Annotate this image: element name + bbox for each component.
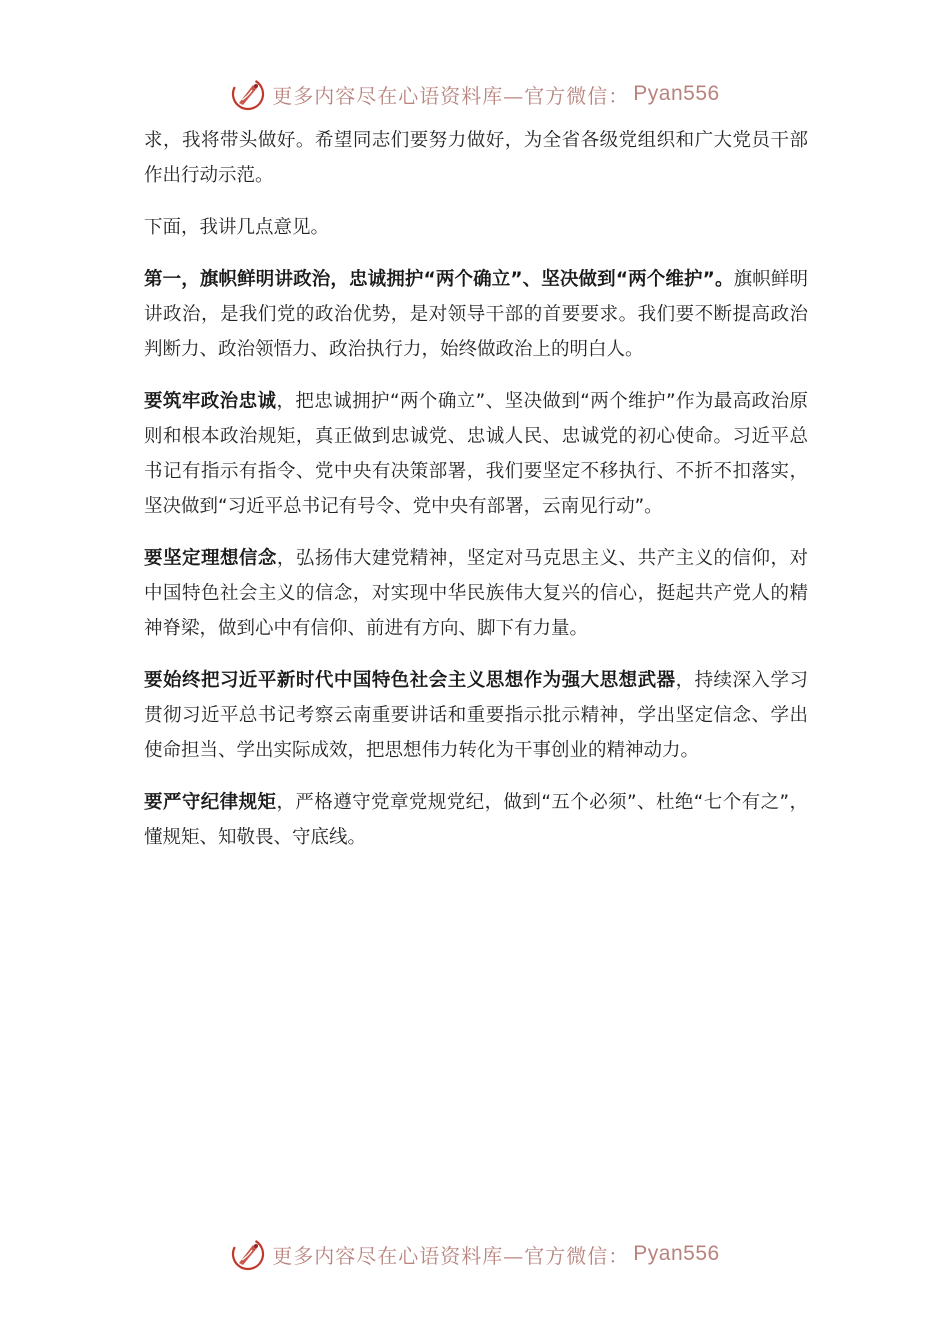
watermark-text: 更多内容尽在心语资料库—官方微信： [272, 83, 630, 108]
paragraph-text: ，弘扬伟大建党精神，坚定对马克思主义、共产主义的信仰，对中国特色社会主义的信念，对实现中华民族伟大复兴的信心，挺起共产党人的精神脊梁，做到心中有信仰、前进有方向、脚下有力量。 [144, 548, 808, 639]
paragraph-text: ，持续深入学习贯彻习近平总书记考察云南重要讲话和重要指示批示精神，学出坚定信念、学出使命担当、学出实际成效，把思想伟力转化为干事创业的精神动力。 [144, 670, 808, 761]
paragraph-6 [144, 663, 808, 768]
paragraph-text: ，严格遵守党章党规党纪，做到“五个必须”、杜绝“七个有之”，懂规矩、知敬畏、守底线。 [144, 792, 808, 848]
logo-icon [230, 1236, 266, 1272]
footer-watermark [0, 1232, 950, 1276]
paragraph-3 [144, 262, 808, 367]
logo-icon [230, 76, 266, 112]
paragraph-lead: 要筑牢政治忠诚 [144, 391, 277, 412]
paragraph-1 [144, 123, 808, 193]
paragraph-lead: 第一，旗帜鲜明讲政治，忠诚拥护“两个确立”、坚决做到“两个维护”。 [144, 269, 734, 290]
paragraph-5 [144, 541, 808, 646]
paragraph-lead: 要坚定理想信念 [144, 548, 277, 569]
paragraph-lead: 要始终把习近平新时代中国特色社会主义思想作为强大思想武器 [144, 670, 676, 691]
paragraph-lead: 要严守纪律规矩 [144, 792, 277, 813]
paragraph-2 [144, 210, 808, 245]
paragraph-4 [144, 384, 808, 524]
paragraph-text: ，把忠诚拥护“两个确立”、坚决做到“两个维护”作为最高政治原则和根本政治规矩，真正做到忠诚党、忠诚人民、忠诚党的初心使命。习近平总书记有指示有指令、党中央有决策部署，我们要坚定不移执行、不折不扣落实，坚决做到“习近平总书记有号令、党中央有部署，云南见行动”。 [144, 391, 808, 517]
watermark-text: 更多内容尽在心语资料库—官方微信： [272, 1243, 630, 1268]
paragraph-text: 下面，我讲几点意见。 [144, 217, 330, 238]
document-body [144, 123, 808, 872]
header-watermark [0, 72, 950, 116]
paragraph-7 [144, 785, 808, 855]
paragraph-text: 旗帜鲜明讲政治，是我们党的政治优势，是对领导干部的首要要求。我们要不断提高政治判断力、政治领悟力、政治执行力，始终做政治上的明白人。 [144, 269, 808, 360]
watermark-wechat-id: Pyan556 [633, 1242, 720, 1265]
paragraph-text: 求，我将带头做好。希望同志们要努力做好，为全省各级党组织和广大党员干部作出行动示范。 [144, 130, 808, 186]
watermark-wechat-id: Pyan556 [633, 82, 720, 105]
